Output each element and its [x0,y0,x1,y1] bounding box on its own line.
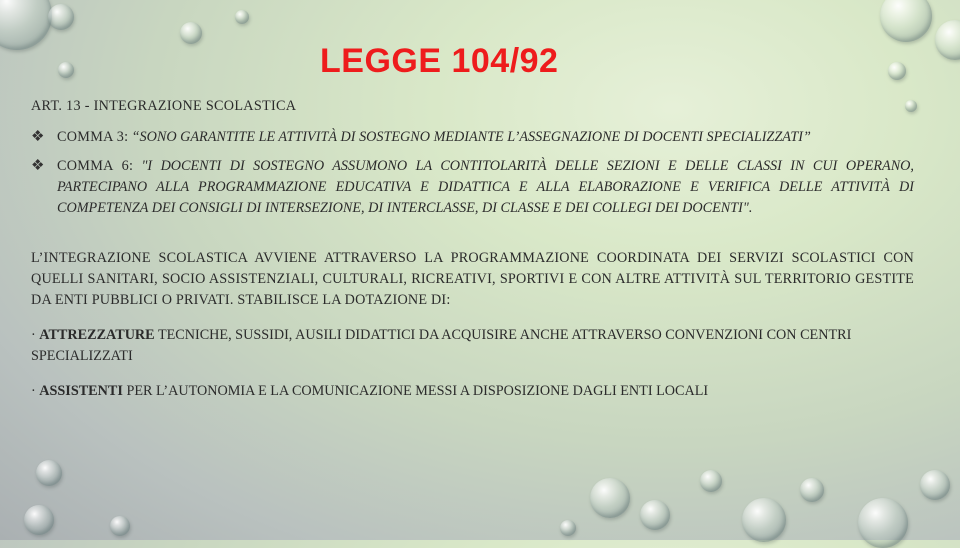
comma-label: COMMA 3 [57,129,125,145]
comma-label: COMMA 6 [57,158,130,174]
list-item: ❖ COMMA 6: "I DOCENTI DI SOSTEGNO ASSUMONO LA CONTITOLARITÀ DELLE SEZIONI E DELLE CLASSI IN CUI OPERANO, PARTECIPANO ALLA PROGRAMMAZIONE EDUCATIVA E DIDATTICA E ALLA ELABORAZIONE E VERIFICA DELLE ATTIVITÀ DI COMPETENZA DEI CONSIGLI DI INTERSEZIONE, DI INTERCLASSE, DI CLASSE E DEI COLLEGI DEI DOCENTI". [31,156,914,219]
slide-title: LEGGE 104/92 [320,42,559,80]
list-item: · ASSISTENTI PER L’AUTONOMIA E LA COMUNICAZIONE MESSI A DISPOSIZIONE DAGLI ENTI LOCALI [31,383,709,399]
diamond-bullet-icon: ❖ [31,129,45,145]
item-keyword: ATTREZZATURE [39,327,155,343]
list-item: · ATTREZZATURE TECNICHE, SUSSIDI, AUSILI DIDATTICI DA ACQUISIRE ANCHE ATTRAVERSO CONVENZIONI CON CENTRI SPECIALIZZATI [31,327,852,364]
article-heading: ART. 13 - INTEGRAZIONE SCOLASTICA [31,98,297,114]
slide-content [31,96,914,402]
body-paragraph: L’INTEGRAZIONE SCOLASTICA AVVIENE ATTRAVERSO LA PROGRAMMAZIONE COORDINATA DEI SERVIZI SCOLASTICI CON QUELLI SANITARI, SOCIO ASSISTENZIALI, CULTURALI, RICREATIVI, SPORTIVI E CON ALTRE ATTIVITÀ SUL TERRITORIO GESTITE DA ENTI PUBBLICI O PRIVATI. STABILISCE LA DOTAZIONE DI: [31,250,914,308]
comma-text: "I DOCENTI DI SOSTEGNO ASSUMONO LA CONTITOLARITÀ DELLE SEZIONI E DELLE CLASSI IN CUI OPERANO, PARTECIPANO ALLA PROGRAMMAZIONE EDUCATIVA E DIDATTICA E ALLA ELABORAZIONE E VERIFICA DELLE ATTIVITÀ DI COMPETENZA DEI CONSIGLI DI INTERSEZIONE, DI INTERCLASSE, DI CLASSE E DEI COLLEGI DEI DOCENTI". [57,158,914,216]
diamond-bullet-icon: ❖ [31,158,45,174]
list-item: ❖ COMMA 3: “SONO GARANTITE LE ATTIVITÀ DI SOSTEGNO MEDIANTE L’ASSEGNAZIONE DI DOCENTI SPECIALIZZATI” [31,127,914,148]
item-keyword: ASSISTENTI [39,383,123,399]
comma-text: “SONO GARANTITE LE ATTIVITÀ DI SOSTEGNO MEDIANTE L’ASSEGNAZIONE DI DOCENTI SPECIALIZZATI” [131,129,811,145]
